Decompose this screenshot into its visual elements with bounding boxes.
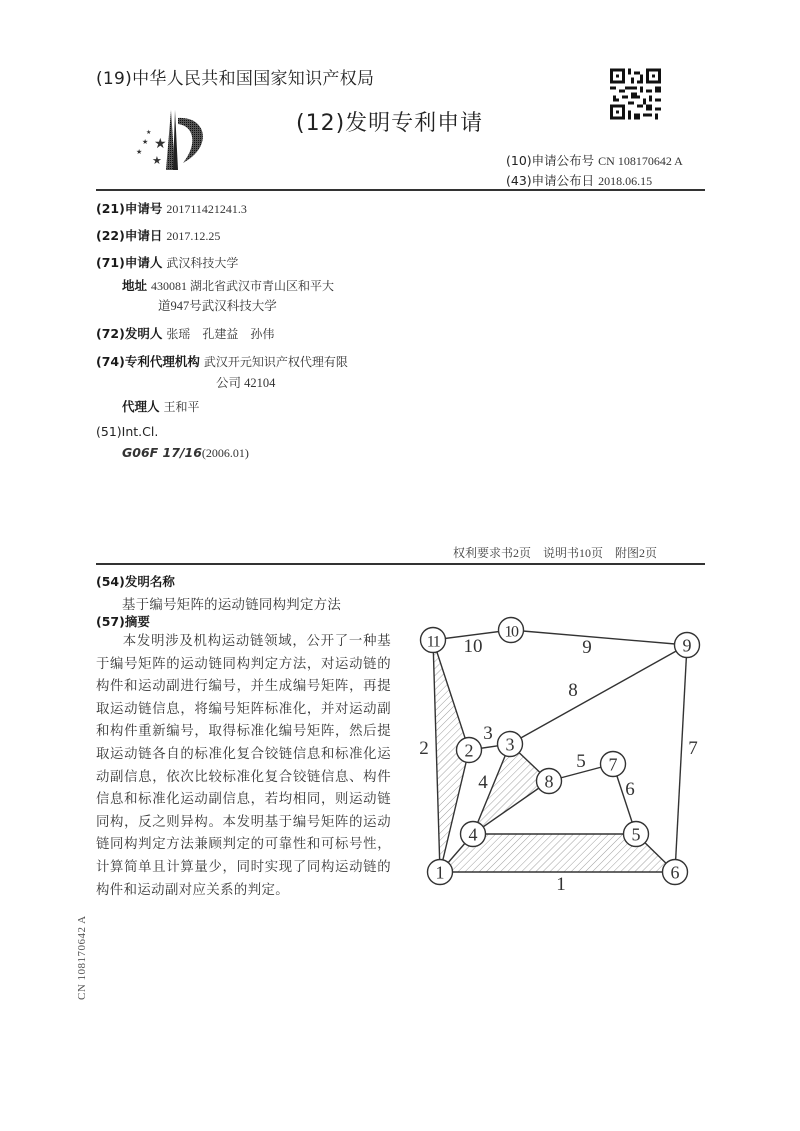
logo-icon bbox=[128, 108, 218, 178]
link-label: 2 bbox=[419, 738, 429, 759]
patent-office-name: (19)中华人民共和国国家知识产权局 bbox=[96, 69, 375, 89]
agency-row bbox=[96, 352, 348, 370]
joint-node bbox=[675, 633, 700, 658]
joint-node bbox=[461, 822, 486, 847]
joint-node bbox=[624, 822, 649, 847]
ipc-row bbox=[122, 445, 249, 461]
link-label: 9 bbox=[582, 637, 592, 658]
link-label: 7 bbox=[688, 738, 698, 759]
joint-label: 1 bbox=[435, 862, 445, 883]
application-number-row bbox=[96, 199, 247, 217]
joint-label: 7 bbox=[608, 754, 618, 775]
filing-date-row bbox=[96, 226, 220, 244]
address-line2: 道947号武汉科技大学 bbox=[158, 299, 277, 313]
joint-node bbox=[498, 732, 523, 757]
filing-date: 2017.12.25 bbox=[166, 229, 221, 243]
link-label: 8 bbox=[568, 680, 578, 701]
svg-text:★: ★ bbox=[142, 138, 149, 146]
joint-label: 4 bbox=[468, 824, 478, 845]
application-number: 201711421241.3 bbox=[166, 202, 247, 216]
agent-label: 代理人 bbox=[122, 399, 160, 414]
joint-node bbox=[428, 860, 453, 885]
ipc-label: (51)Int.Cl. bbox=[96, 424, 159, 439]
agent-row bbox=[122, 397, 200, 415]
link-label: 1 bbox=[556, 874, 566, 895]
cnipa-logo bbox=[128, 108, 218, 178]
joint-label: 11 bbox=[426, 633, 440, 651]
invention-title: 基于编号矩阵的运动链同构判定方法 bbox=[122, 597, 342, 612]
publication-number: CN 108170642 A bbox=[598, 154, 683, 168]
section-divider bbox=[96, 563, 705, 565]
publication-date: 2018.06.15 bbox=[598, 174, 653, 188]
header-divider bbox=[96, 189, 705, 191]
filing-date-label: (22)申请日 bbox=[96, 228, 163, 243]
qr-code bbox=[610, 68, 661, 120]
link-8-bar bbox=[510, 645, 687, 744]
abstract-label: (57)摘要 bbox=[96, 614, 150, 629]
title-label: (54)发明名称 bbox=[96, 574, 175, 589]
inventors: 张瑶 孔建益 孙伟 bbox=[166, 327, 275, 341]
link-label: 6 bbox=[625, 779, 635, 800]
joint-node bbox=[457, 738, 482, 763]
joint-label: 8 bbox=[544, 771, 554, 792]
application-number-label: (21)申请号 bbox=[96, 201, 163, 216]
address-row bbox=[122, 276, 334, 294]
address-line1: 430081 湖北省武汉市青山区和平大 bbox=[151, 279, 335, 293]
applicant-row bbox=[96, 253, 238, 271]
applicant-label: (71)申请人 bbox=[96, 255, 163, 270]
agency-line2: 公司 42104 bbox=[216, 376, 276, 390]
qr-code-icon bbox=[610, 68, 661, 120]
inventors-row bbox=[96, 324, 274, 342]
agent: 王和平 bbox=[163, 400, 200, 414]
joint-node bbox=[601, 752, 626, 777]
applicant: 武汉科技大学 bbox=[166, 256, 239, 270]
side-publication-code: CN 108170642 A bbox=[76, 915, 88, 1000]
link-7-bar bbox=[675, 645, 687, 872]
joint-label: 6 bbox=[670, 862, 680, 883]
publication-number-row bbox=[506, 151, 683, 169]
address-label: 地址 bbox=[122, 278, 148, 293]
svg-text:★: ★ bbox=[136, 148, 143, 156]
ipc-code: G06F 17/16 bbox=[122, 445, 202, 460]
publication-number-label: (10)申请公布号 bbox=[506, 153, 595, 168]
joint-node bbox=[663, 860, 688, 885]
publication-date-row bbox=[506, 171, 652, 189]
joint-label: 9 bbox=[682, 635, 692, 656]
publication-date-label: (43)申请公布日 bbox=[506, 173, 595, 188]
page-counts: 权利要求书2页 说明书10页 附图2页 bbox=[453, 546, 658, 560]
agency-label: (74)专利代理机构 bbox=[96, 354, 200, 369]
joint-label: 10 bbox=[504, 623, 518, 641]
joint-node bbox=[421, 628, 446, 653]
link-label: 10 bbox=[463, 636, 483, 657]
svg-text:★: ★ bbox=[146, 130, 152, 136]
link-9-bar bbox=[511, 630, 687, 645]
abstract-text: 本发明涉及机构运动链领域，公开了一种基于编号矩阵的运动链同构判定方法，对运动链的构件和运动副进行编号，并生成编号矩阵，再提取运动链信息，将编号矩阵标准化，并对运动副和构件重新编号，取得标准化编号矩阵，然后提取运动链各自的标准化复合铰链信息和标准化运动副信息，依次比较标准化复合铰链信息、构件信息和标准化运动副信息，若均相同，则运动链同构，反之则异构。本发明基于编号矩阵的运动链同构判定方法兼顾判定的可靠性和可标号性，计算简单且计算量少，同时实现了同构运动链的构件和运动副对应关系的判定。 bbox=[96, 633, 391, 897]
agency-line1: 武汉开元知识产权代理有限 bbox=[203, 355, 348, 369]
inventors-label: (72)发明人 bbox=[96, 326, 163, 341]
joint-label: 3 bbox=[505, 734, 515, 755]
joint-node bbox=[499, 618, 524, 643]
svg-text:★: ★ bbox=[152, 155, 162, 167]
abstract-figure bbox=[400, 610, 720, 910]
document-type: (12)发明专利申请 bbox=[296, 111, 484, 136]
link-label: 4 bbox=[478, 772, 488, 793]
ipc-version: (2006.01) bbox=[201, 446, 249, 460]
joint-label: 2 bbox=[464, 740, 474, 761]
link-label: 3 bbox=[483, 723, 493, 744]
svg-text:★: ★ bbox=[154, 137, 167, 152]
link-label: 5 bbox=[576, 751, 586, 772]
joint-node bbox=[537, 769, 562, 794]
kinematic-chain-diagram bbox=[400, 610, 720, 910]
joint-label: 5 bbox=[631, 824, 641, 845]
